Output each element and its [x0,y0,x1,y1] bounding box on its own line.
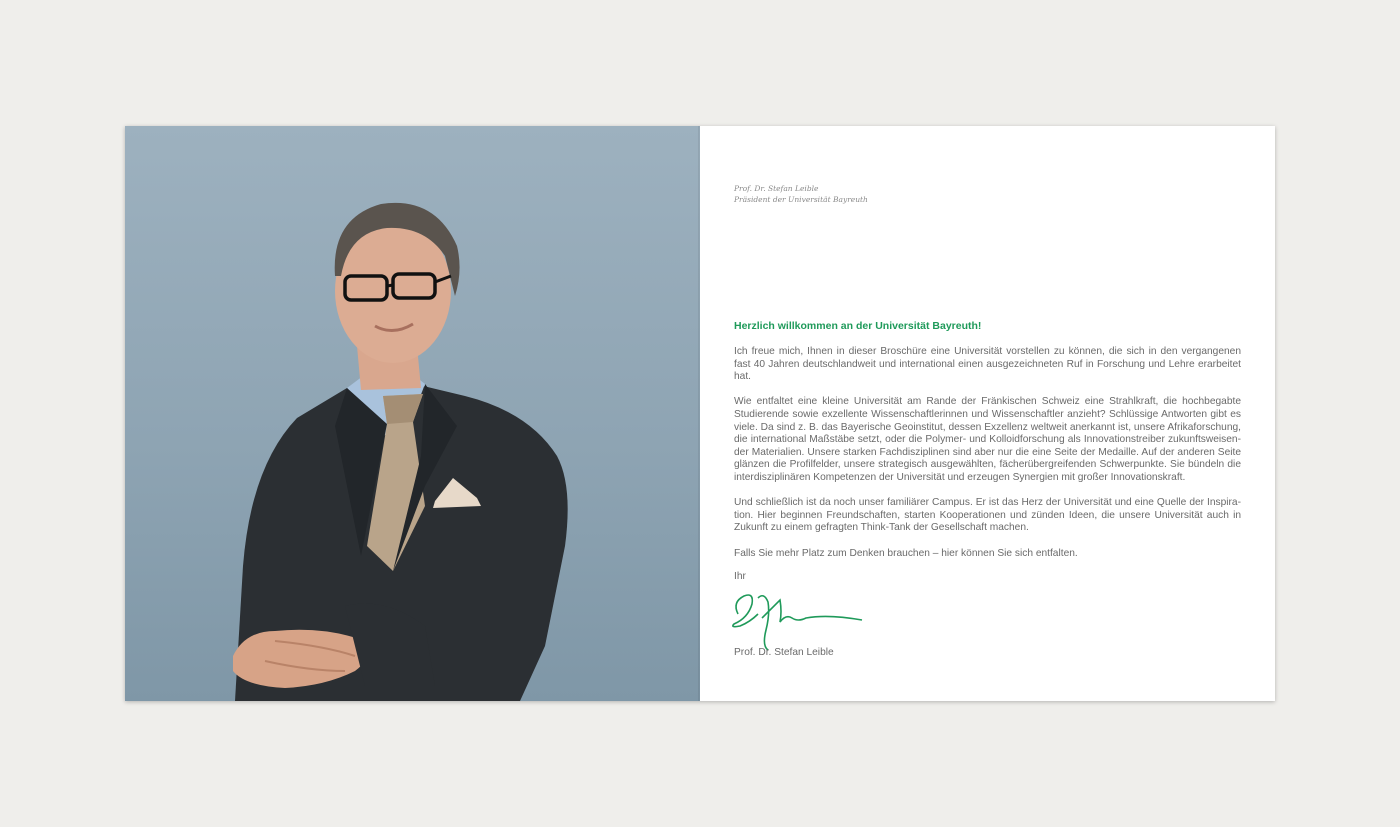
letter-page [700,126,1275,701]
closing-word: Ihr [734,571,746,582]
paragraph: Falls Sie mehr Platz zum Denken brauchen – hier können Sie sich entfalten. [734,547,1078,559]
letter-body [734,346,1241,573]
paragraph: Ich freue mich, Ihnen in dieser Broschüre eine Universität vorstellen zu können, die sich in den vergangenen fast 40 Jahren deutschlandweit und international einen ausgezeichneten Ruf in Forschung und Lehre erarbeitet hat. [734,346,1241,383]
caption-title: Präsident der Universität Bayreuth [734,195,868,204]
photo-caption [734,183,1034,205]
welcome-headline: Herzlich willkommen an der Universität Bayreuth! [734,320,982,332]
signature [728,584,868,654]
brochure-spread [125,126,1275,701]
paragraph: Wie entfaltet eine kleine Universität am Rande der Fränkischen Schweiz eine Strahlkraft, die hochbegabte Studierende sowie exzellente Wissenschaftlerinnen und Wissenschaftler anzieht? Schlüssige Antworten gibt es viele. Da sind z. B. das Bayerische Geoinstitut, dessen Exzellenz weltweit anerkannt ist, unsere Afrikaforschung, die international Maßstäbe setzt, oder die Polymer- und Kolloidforschung als Innovationstreiber zukunftsweisender Materialien. Unsere starken Fachdisziplinen sind aber nur die eine Seite der Medaille. Auf der anderen Seite glänzen die Profilfelder, unsere strategisch ausgewählten, fächerübergreifenden Schwerpunkte. Sie bündeln die interdisziplinären Kompetenzen der Universität und erzeugen Synergien mit großer Innovationskraft. [734,396,1241,483]
signature-name: Prof. Dr. Stefan Leible [734,647,834,658]
paragraph: Und schließlich ist da noch unser familiärer Campus. Er ist das Herz der Universität und eine Quelle der Inspiration. Hier beginnen Freundschaften, starten Kooperationen und zünden Ideen, die unsere Universität auch in Zukunft zu einem gefragten Think-Tank der Gesellschaft machen. [734,497,1241,534]
portrait-illustration [125,126,700,701]
portrait-photo [125,126,700,701]
caption-name: Prof. Dr. Stefan Leible [734,184,819,193]
